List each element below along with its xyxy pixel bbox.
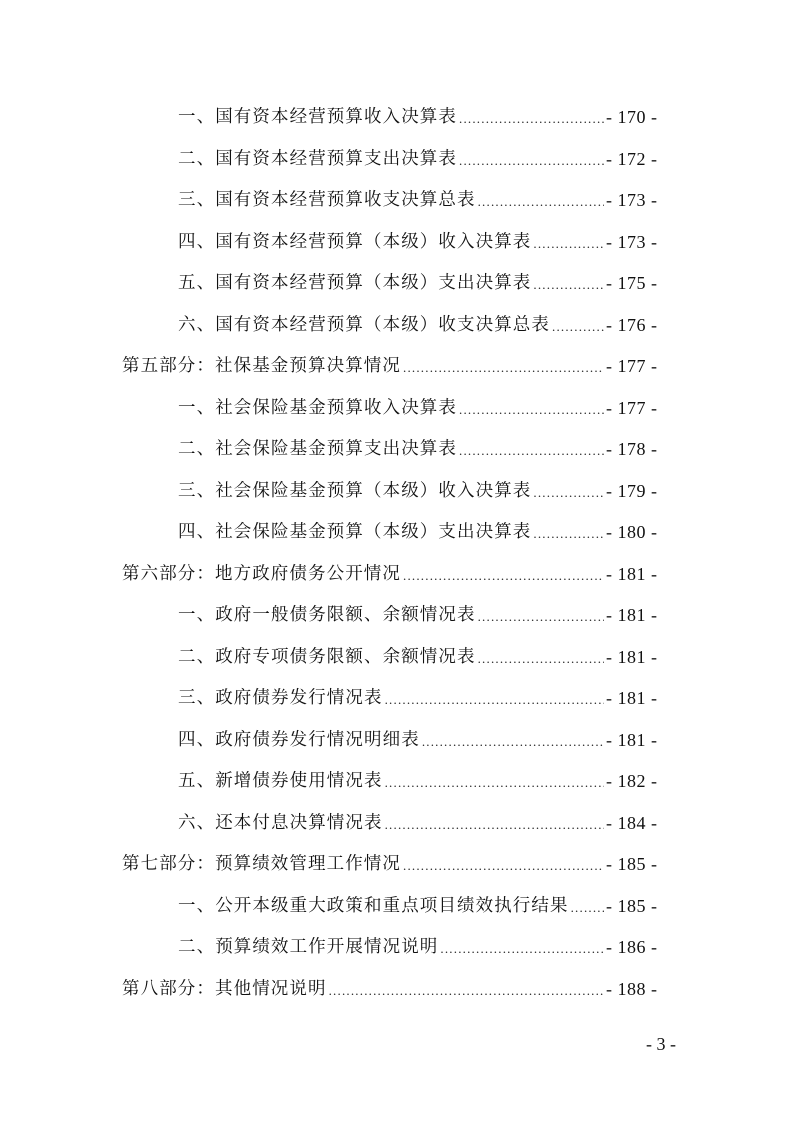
toc-dot-leader: [533, 270, 604, 300]
toc-section-8[interactable]: [0, 974, 793, 1004]
toc-entry-title: 二、国有资本经营预算支出决算表: [178, 149, 457, 169]
toc-entry-title: 一、社会保险基金预算收入决算表: [178, 398, 457, 418]
toc-dot-leader: [385, 768, 604, 798]
toc-entry-title: 三、国有资本经营预算收支决算总表: [178, 190, 476, 210]
toc-dot-leader: [552, 312, 604, 342]
toc-entry-14[interactable]: [0, 725, 793, 755]
toc-entry-page: - 181 -: [606, 688, 658, 708]
toc-entry-12[interactable]: [0, 642, 793, 672]
page-number: - 3 -: [646, 1034, 676, 1054]
toc-entry-2[interactable]: [0, 144, 793, 174]
toc-entry-page: - 184 -: [606, 813, 658, 833]
toc-entry-title: 二、预算绩效工作开展情况说明: [178, 937, 439, 957]
toc-entry-15[interactable]: [0, 766, 793, 796]
toc-dot-leader: [459, 146, 604, 176]
toc-dot-leader: [459, 436, 604, 466]
toc-entry-title: 五、国有资本经营预算（本级）支出决算表: [178, 273, 532, 293]
toc-entry-title: 三、政府债券发行情况表: [178, 688, 383, 708]
toc-entry-6[interactable]: [0, 310, 793, 340]
toc-section-title: 第八部分：其他情况说明: [122, 979, 327, 999]
toc-entry-9[interactable]: [0, 476, 793, 506]
toc-entry-page: - 172 -: [606, 149, 658, 169]
toc-entry-title: 四、国有资本经营预算（本级）收入决算表: [178, 232, 532, 252]
toc-dot-leader: [533, 229, 604, 259]
toc-dot-leader: [440, 934, 604, 964]
toc-section-6[interactable]: [0, 559, 793, 589]
toc-entry-title: 五、新增债券使用情况表: [178, 771, 383, 791]
toc-entry-10[interactable]: [0, 517, 793, 547]
toc-entry-title: 一、国有资本经营预算收入决算表: [178, 107, 457, 127]
toc-dot-leader: [533, 478, 604, 508]
toc-dot-leader: [478, 644, 604, 674]
toc-entry-13[interactable]: [0, 683, 793, 713]
toc-entry-page: - 179 -: [606, 481, 658, 501]
toc-dot-leader: [478, 187, 604, 217]
toc-dot-leader: [571, 893, 604, 923]
toc-entry-page: - 173 -: [606, 190, 658, 210]
toc-entry-page: - 181 -: [606, 647, 658, 667]
toc-entry-page: - 186 -: [606, 937, 658, 957]
toc-entry-page: - 181 -: [606, 730, 658, 750]
toc-entry-page: - 182 -: [606, 771, 658, 791]
toc-entry-4[interactable]: [0, 227, 793, 257]
toc-entry-16[interactable]: [0, 808, 793, 838]
toc-entry-page: - 185 -: [606, 854, 658, 874]
toc-dot-leader: [478, 602, 604, 632]
toc-entry-title: 四、政府债券发行情况明细表: [178, 730, 420, 750]
toc-section-title: 第七部分：预算绩效管理工作情况: [122, 854, 401, 874]
toc-section-title: 第六部分：地方政府债务公开情况: [122, 564, 401, 584]
toc-section-7[interactable]: [0, 849, 793, 879]
toc-dot-leader: [329, 976, 604, 1006]
toc-dot-leader: [422, 727, 604, 757]
toc-entry-page: - 177 -: [606, 356, 658, 376]
toc-section-5[interactable]: [0, 351, 793, 381]
toc-dot-leader: [385, 810, 604, 840]
toc-entry-page: - 188 -: [606, 979, 658, 999]
toc-entry-page: - 181 -: [606, 605, 658, 625]
toc-entry-18[interactable]: [0, 932, 793, 962]
toc-entry-5[interactable]: [0, 268, 793, 298]
toc-entry-page: - 176 -: [606, 315, 658, 335]
toc-dot-leader: [459, 395, 604, 425]
toc-dot-leader: [403, 561, 604, 591]
toc-dot-leader: [533, 519, 604, 549]
toc-entry-3[interactable]: [0, 185, 793, 215]
toc-section-title: 第五部分：社保基金预算决算情况: [122, 356, 401, 376]
toc-entry-page: - 180 -: [606, 522, 658, 542]
toc-dot-leader: [385, 685, 604, 715]
toc-entry-1[interactable]: [0, 102, 793, 132]
toc-entry-page: - 178 -: [606, 439, 658, 459]
toc-entry-title: 六、还本付息决算情况表: [178, 813, 383, 833]
toc-entry-title: 四、社会保险基金预算（本级）支出决算表: [178, 522, 532, 542]
toc-entry-title: 一、政府一般债务限额、余额情况表: [178, 605, 476, 625]
toc-dot-leader: [403, 851, 604, 881]
toc-dot-leader: [459, 104, 604, 134]
toc-entry-title: 一、公开本级重大政策和重点项目绩效执行结果: [178, 896, 569, 916]
toc-entry-page: - 185 -: [606, 896, 658, 916]
toc-entry-page: - 175 -: [606, 273, 658, 293]
toc-entry-page: - 173 -: [606, 232, 658, 252]
toc-entry-page: - 170 -: [606, 107, 658, 127]
toc-entry-17[interactable]: [0, 891, 793, 921]
toc-dot-leader: [403, 353, 604, 383]
toc-entry-8[interactable]: [0, 434, 793, 464]
toc-entry-11[interactable]: [0, 600, 793, 630]
toc-entry-title: 二、政府专项债务限额、余额情况表: [178, 647, 476, 667]
toc-entry-page: - 177 -: [606, 398, 658, 418]
toc-entry-title: 二、社会保险基金预算支出决算表: [178, 439, 457, 459]
toc-entry-page: - 181 -: [606, 564, 658, 584]
toc-entry-title: 六、国有资本经营预算（本级）收支决算总表: [178, 315, 550, 335]
toc-entry-7[interactable]: [0, 393, 793, 423]
toc-entry-title: 三、社会保险基金预算（本级）收入决算表: [178, 481, 532, 501]
